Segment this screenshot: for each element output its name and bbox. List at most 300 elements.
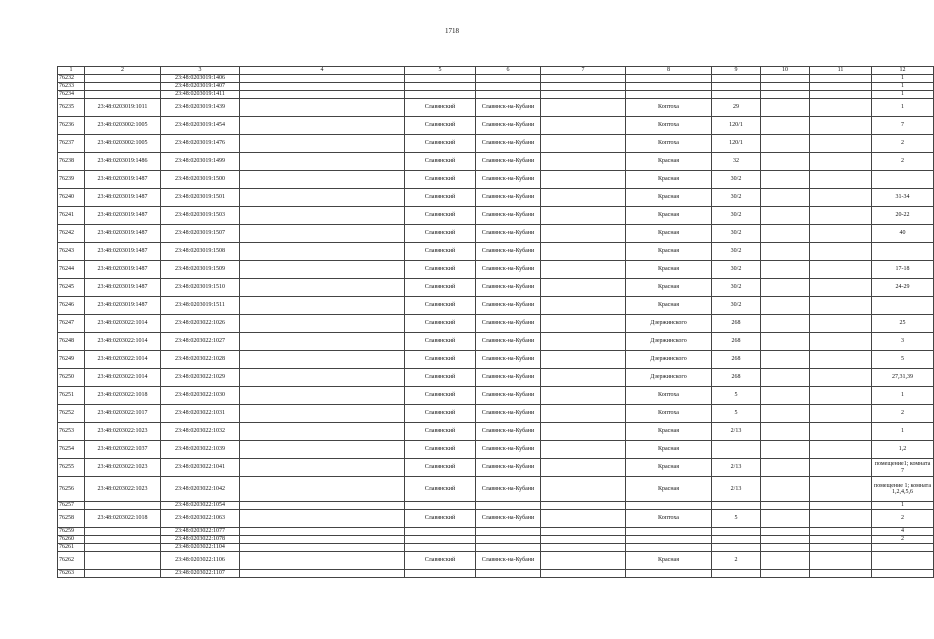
- table-cell: [541, 570, 626, 578]
- table-cell: 23:48:0203022:1014: [85, 369, 161, 387]
- table-cell: [810, 189, 872, 207]
- table-cell: [872, 544, 934, 552]
- column-header: 11: [810, 67, 872, 75]
- table-row: [58, 315, 934, 333]
- table-cell: 23:48:0203019:1411: [161, 91, 240, 99]
- table-cell: [240, 225, 405, 243]
- table-cell: 23:48:0203019:1501: [161, 189, 240, 207]
- table-cell: [872, 243, 934, 261]
- table-cell: 76232: [58, 75, 85, 83]
- table-cell: 23:48:0203019:1454: [161, 117, 240, 135]
- table-cell: Красная: [626, 297, 712, 315]
- table-cell: [872, 552, 934, 570]
- table-cell: 23:48:0203022:1031: [161, 405, 240, 423]
- table-cell: [810, 441, 872, 459]
- table-cell: [85, 75, 161, 83]
- table-cell: 76238: [58, 153, 85, 171]
- table-cell: Коптоха: [626, 387, 712, 405]
- table-cell: 30/2: [712, 225, 761, 243]
- table-cell: Красная: [626, 189, 712, 207]
- table-cell: [476, 544, 541, 552]
- registry-table: [57, 66, 934, 578]
- table-cell: Славянск-на-Кубани: [476, 441, 541, 459]
- table-cell: 30/2: [712, 171, 761, 189]
- table-cell: [761, 261, 810, 279]
- table-cell: [405, 83, 476, 91]
- table-cell: [712, 570, 761, 578]
- table-cell: 120/1: [712, 117, 761, 135]
- table-cell: Красная: [626, 477, 712, 502]
- table-cell: 76240: [58, 189, 85, 207]
- table-cell: 29: [712, 99, 761, 117]
- table-cell: 1: [872, 75, 934, 83]
- table-cell: 76241: [58, 207, 85, 225]
- table-cell: [541, 243, 626, 261]
- table-cell: [626, 91, 712, 99]
- table-cell: [405, 502, 476, 510]
- table-cell: 23:48:0203022:1030: [161, 387, 240, 405]
- table-cell: [761, 83, 810, 91]
- table-cell: [541, 510, 626, 528]
- table-cell: [85, 552, 161, 570]
- table-cell: [541, 75, 626, 83]
- table-cell: 23:48:0203022:1014: [85, 351, 161, 369]
- table-cell: [761, 153, 810, 171]
- table-cell: 76254: [58, 441, 85, 459]
- table-cell: 3: [872, 333, 934, 351]
- table-cell: 23:48:0203022:1107: [161, 570, 240, 578]
- table-cell: [872, 171, 934, 189]
- table-cell: [626, 570, 712, 578]
- table-cell: [810, 91, 872, 99]
- table-cell: [810, 387, 872, 405]
- table-cell: 23:48:0203002:1005: [85, 135, 161, 153]
- table-cell: [405, 536, 476, 544]
- table-cell: Красная: [626, 261, 712, 279]
- table-cell: 76250: [58, 369, 85, 387]
- table-cell: Коптоха: [626, 99, 712, 117]
- table-cell: Дзержинского: [626, 315, 712, 333]
- table-row: [58, 369, 934, 387]
- table-cell: [240, 153, 405, 171]
- table-cell: 76242: [58, 225, 85, 243]
- table-cell: [810, 405, 872, 423]
- table-cell: 7: [872, 117, 934, 135]
- table-cell: [810, 544, 872, 552]
- table-cell: [761, 135, 810, 153]
- table-cell: [761, 369, 810, 387]
- column-header: 4: [240, 67, 405, 75]
- table-cell: 31-34: [872, 189, 934, 207]
- table-cell: [626, 502, 712, 510]
- table-cell: [541, 207, 626, 225]
- table-cell: [810, 225, 872, 243]
- table-cell: [626, 528, 712, 536]
- table-row: [58, 552, 934, 570]
- header-row: [58, 67, 934, 75]
- table-cell: [712, 502, 761, 510]
- table-cell: 76246: [58, 297, 85, 315]
- table-cell: Славянский: [405, 243, 476, 261]
- table-cell: [761, 243, 810, 261]
- table-cell: [541, 544, 626, 552]
- table-cell: [541, 387, 626, 405]
- table-row: [58, 333, 934, 351]
- table-cell: Славянск-на-Кубани: [476, 351, 541, 369]
- table-cell: 23:48:0203019:1487: [85, 171, 161, 189]
- table-cell: [761, 99, 810, 117]
- table-cell: [761, 297, 810, 315]
- table-cell: [240, 423, 405, 441]
- table-cell: Славянский: [405, 459, 476, 477]
- table-cell: [240, 243, 405, 261]
- table-cell: [405, 544, 476, 552]
- table-cell: [712, 91, 761, 99]
- table-cell: 76260: [58, 536, 85, 544]
- table-cell: 76235: [58, 99, 85, 117]
- table-row: [58, 279, 934, 297]
- table-cell: 2/13: [712, 477, 761, 502]
- table-cell: [405, 91, 476, 99]
- table-cell: [810, 536, 872, 544]
- table-cell: 23:48:0203022:1078: [161, 536, 240, 544]
- table-cell: Дзержинского: [626, 369, 712, 387]
- table-cell: [810, 243, 872, 261]
- table-cell: 4: [872, 528, 934, 536]
- table-cell: 23:48:0203019:1439: [161, 99, 240, 117]
- table-cell: [541, 153, 626, 171]
- table-cell: 1: [872, 502, 934, 510]
- table-cell: 5: [712, 510, 761, 528]
- table-cell: [712, 536, 761, 544]
- table-cell: [476, 570, 541, 578]
- table-cell: Славянский: [405, 441, 476, 459]
- table-cell: Славянск-на-Кубани: [476, 261, 541, 279]
- table-cell: 5: [872, 351, 934, 369]
- table-cell: 23:48:0203019:1011: [85, 99, 161, 117]
- table-cell: [541, 83, 626, 91]
- table-cell: [240, 171, 405, 189]
- table-cell: [872, 297, 934, 315]
- table-cell: Славянск-на-Кубани: [476, 510, 541, 528]
- table-cell: 30/2: [712, 207, 761, 225]
- table-cell: [541, 315, 626, 333]
- table-cell: [476, 91, 541, 99]
- table-cell: 76236: [58, 117, 85, 135]
- table-cell: 25: [872, 315, 934, 333]
- table-cell: 23:48:0203019:1487: [85, 243, 161, 261]
- table-cell: 30/2: [712, 189, 761, 207]
- table-cell: 76253: [58, 423, 85, 441]
- table-cell: Славянский: [405, 207, 476, 225]
- table-row: [58, 351, 934, 369]
- table-cell: 76248: [58, 333, 85, 351]
- column-header: 7: [541, 67, 626, 75]
- table-cell: 30/2: [712, 243, 761, 261]
- table-row: [58, 297, 934, 315]
- table-cell: 30/2: [712, 261, 761, 279]
- table-cell: 76255: [58, 459, 85, 477]
- table-cell: 23:48:0203022:1042: [161, 477, 240, 502]
- table-cell: Славянск-на-Кубани: [476, 333, 541, 351]
- table-cell: 2: [872, 405, 934, 423]
- table-cell: 1: [872, 423, 934, 441]
- table-cell: [810, 459, 872, 477]
- table-row: [58, 423, 934, 441]
- table-cell: Красная: [626, 207, 712, 225]
- table-cell: 23:48:0203019:1407: [161, 83, 240, 91]
- table-cell: 23:48:0203022:1077: [161, 528, 240, 536]
- table-cell: [761, 423, 810, 441]
- table-row: [58, 243, 934, 261]
- table-cell: [810, 528, 872, 536]
- table-cell: [810, 502, 872, 510]
- table-cell: Славянск-на-Кубани: [476, 99, 541, 117]
- table-cell: [541, 351, 626, 369]
- table-cell: [240, 83, 405, 91]
- table-cell: [541, 369, 626, 387]
- table-cell: 1: [872, 387, 934, 405]
- table-cell: [240, 441, 405, 459]
- table-row: [58, 510, 934, 528]
- table-cell: Красная: [626, 423, 712, 441]
- column-header: 12: [872, 67, 934, 75]
- table-cell: 20-22: [872, 207, 934, 225]
- table-cell: 40: [872, 225, 934, 243]
- table-cell: 23:48:0203019:1507: [161, 225, 240, 243]
- table-row: [58, 117, 934, 135]
- table-cell: 23:48:0203022:1041: [161, 459, 240, 477]
- table-cell: 23:48:0203022:1017: [85, 405, 161, 423]
- table-cell: 76234: [58, 91, 85, 99]
- table-cell: [476, 83, 541, 91]
- table-row: [58, 83, 934, 91]
- table-cell: [761, 528, 810, 536]
- table-cell: Красная: [626, 459, 712, 477]
- table-cell: [85, 570, 161, 578]
- table-cell: [541, 171, 626, 189]
- table-cell: [810, 207, 872, 225]
- table-cell: [240, 528, 405, 536]
- table-cell: Славянск-на-Кубани: [476, 243, 541, 261]
- table-cell: Коптоха: [626, 135, 712, 153]
- table-cell: 76256: [58, 477, 85, 502]
- table-cell: Славянск-на-Кубани: [476, 117, 541, 135]
- table-cell: [761, 477, 810, 502]
- table-cell: 23:48:0203022:1063: [161, 510, 240, 528]
- table-cell: [761, 536, 810, 544]
- table-cell: 268: [712, 351, 761, 369]
- table-cell: [761, 544, 810, 552]
- table-cell: 1,2: [872, 441, 934, 459]
- table-cell: 23:48:0203019:1500: [161, 171, 240, 189]
- table-cell: [405, 528, 476, 536]
- page-number: 1718: [445, 27, 459, 35]
- table-cell: 23:48:0203022:1023: [85, 477, 161, 502]
- table-cell: [810, 369, 872, 387]
- table-cell: 268: [712, 315, 761, 333]
- table-cell: [240, 135, 405, 153]
- table-cell: [541, 225, 626, 243]
- table-cell: 27,31,39: [872, 369, 934, 387]
- table-cell: 2: [872, 536, 934, 544]
- table-cell: 30/2: [712, 297, 761, 315]
- table-cell: [626, 83, 712, 91]
- table-cell: [761, 387, 810, 405]
- table-cell: 23:48:0203022:1023: [85, 423, 161, 441]
- table-cell: 32: [712, 153, 761, 171]
- table-cell: [240, 369, 405, 387]
- table-cell: [85, 91, 161, 99]
- table-cell: 17-18: [872, 261, 934, 279]
- table-cell: [240, 570, 405, 578]
- table-cell: [476, 75, 541, 83]
- table-cell: 1: [872, 91, 934, 99]
- table-cell: 23:48:0203022:1014: [85, 333, 161, 351]
- table-cell: [810, 333, 872, 351]
- table-cell: [541, 477, 626, 502]
- table-cell: 23:48:0203019:1476: [161, 135, 240, 153]
- table-cell: 76252: [58, 405, 85, 423]
- table-cell: [761, 570, 810, 578]
- table-row: [58, 225, 934, 243]
- table-cell: помещение1; комната 7: [872, 459, 934, 477]
- column-header: 2: [85, 67, 161, 75]
- table-cell: 23:48:0203022:1018: [85, 510, 161, 528]
- table-cell: [761, 552, 810, 570]
- table-cell: [761, 117, 810, 135]
- table-cell: 23:48:0203022:1026: [161, 315, 240, 333]
- table-cell: Славянск-на-Кубани: [476, 297, 541, 315]
- table-cell: [541, 279, 626, 297]
- table-cell: 23:48:0203022:1104: [161, 544, 240, 552]
- table-cell: [761, 91, 810, 99]
- table-cell: 23:48:0203019:1487: [85, 261, 161, 279]
- table-cell: Коптоха: [626, 405, 712, 423]
- table-cell: Славянский: [405, 171, 476, 189]
- table-cell: 268: [712, 369, 761, 387]
- table-cell: Дзержинского: [626, 333, 712, 351]
- table-cell: Славянский: [405, 99, 476, 117]
- table-cell: 23:48:0203022:1023: [85, 459, 161, 477]
- table-cell: [712, 441, 761, 459]
- table-cell: [712, 75, 761, 83]
- table-cell: 23:48:0203019:1499: [161, 153, 240, 171]
- table-cell: [761, 315, 810, 333]
- table-cell: [761, 502, 810, 510]
- table-cell: [240, 405, 405, 423]
- table-cell: [240, 544, 405, 552]
- table-cell: [761, 441, 810, 459]
- table-cell: [240, 510, 405, 528]
- table-cell: Славянский: [405, 477, 476, 502]
- table-cell: 23:48:0203019:1487: [85, 297, 161, 315]
- table-cell: 2: [712, 552, 761, 570]
- table-cell: [240, 502, 405, 510]
- table-cell: [541, 405, 626, 423]
- table-cell: [810, 510, 872, 528]
- table-cell: 268: [712, 333, 761, 351]
- table-cell: [541, 528, 626, 536]
- table-cell: [541, 552, 626, 570]
- table-cell: 2/13: [712, 459, 761, 477]
- table-cell: 76263: [58, 570, 85, 578]
- table-cell: Коптоха: [626, 117, 712, 135]
- table-cell: 5: [712, 405, 761, 423]
- table-row: [58, 261, 934, 279]
- table-cell: 5: [712, 387, 761, 405]
- table-cell: 2: [872, 153, 934, 171]
- table-cell: [240, 117, 405, 135]
- table-cell: Славянский: [405, 117, 476, 135]
- table-row: [58, 387, 934, 405]
- table-cell: [761, 405, 810, 423]
- table-cell: [240, 315, 405, 333]
- table-cell: Славянск-на-Кубани: [476, 279, 541, 297]
- table-cell: Славянский: [405, 552, 476, 570]
- table-cell: Славянск-на-Кубани: [476, 315, 541, 333]
- table-cell: [761, 207, 810, 225]
- table-cell: [85, 544, 161, 552]
- table-cell: 23:48:0203022:1037: [85, 441, 161, 459]
- table-cell: Славянский: [405, 333, 476, 351]
- table-cell: [810, 135, 872, 153]
- table-cell: 23:48:0203019:1406: [161, 75, 240, 83]
- table-row: [58, 477, 934, 502]
- table-cell: Славянск-на-Кубани: [476, 387, 541, 405]
- table-cell: [761, 189, 810, 207]
- table-cell: [541, 502, 626, 510]
- table-cell: [810, 570, 872, 578]
- table-cell: [761, 279, 810, 297]
- table-cell: 2: [872, 510, 934, 528]
- table-cell: [810, 99, 872, 117]
- table-cell: 2: [872, 135, 934, 153]
- column-header: 6: [476, 67, 541, 75]
- table-cell: Славянск-на-Кубани: [476, 477, 541, 502]
- table-cell: Красная: [626, 171, 712, 189]
- table-cell: Славянский: [405, 510, 476, 528]
- table-cell: 23:48:0203002:1005: [85, 117, 161, 135]
- table-row: [58, 528, 934, 536]
- table-cell: [240, 189, 405, 207]
- table-cell: [810, 171, 872, 189]
- table-cell: 23:48:0203019:1487: [85, 225, 161, 243]
- table-cell: [541, 297, 626, 315]
- table-cell: 76257: [58, 502, 85, 510]
- table-cell: Славянск-на-Кубани: [476, 171, 541, 189]
- table-cell: [476, 528, 541, 536]
- table-cell: 1: [872, 99, 934, 117]
- table-cell: 23:48:0203022:1106: [161, 552, 240, 570]
- table-cell: [541, 261, 626, 279]
- table-row: [58, 441, 934, 459]
- table-cell: 24-29: [872, 279, 934, 297]
- table-cell: [240, 99, 405, 117]
- table-cell: [541, 441, 626, 459]
- table-cell: [810, 351, 872, 369]
- table-cell: Славянск-на-Кубани: [476, 369, 541, 387]
- table-cell: Красная: [626, 552, 712, 570]
- table-cell: [240, 387, 405, 405]
- table-cell: [541, 423, 626, 441]
- table-cell: [541, 91, 626, 99]
- table-cell: 76233: [58, 83, 85, 91]
- table-cell: Славянский: [405, 153, 476, 171]
- table-row: [58, 153, 934, 171]
- table-cell: [85, 528, 161, 536]
- table-cell: [541, 333, 626, 351]
